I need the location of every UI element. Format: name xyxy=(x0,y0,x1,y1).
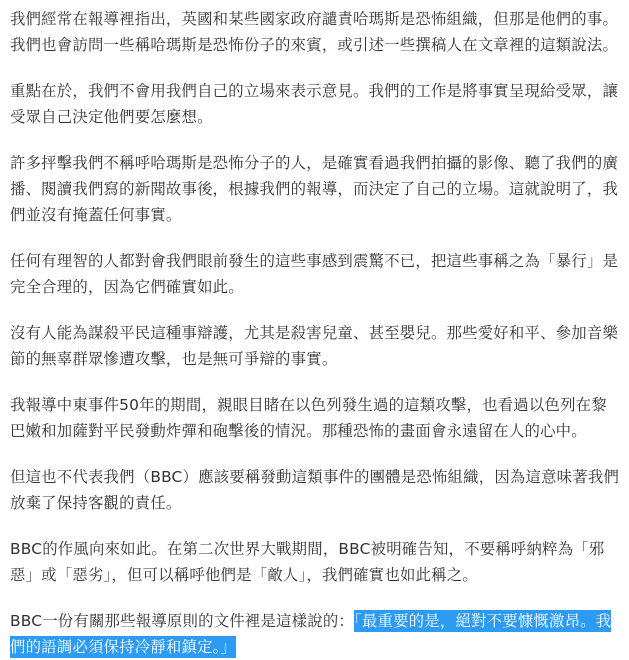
article-paragraph-3: 許多抨擊我們不稱呼哈瑪斯是恐怖分子的人，是確實看過我們拍攝的影像、聽了我們的廣播、閱讀我們寫的新聞故事後，根據我們的報導，而決定了自己的立場。這就說明了，我們並沒有掩蓋任何事實。 xyxy=(10,154,619,224)
article-paragraph-1: 我們經常在報導裡指出，英國和某些國家政府譴責哈瑪斯是恐怖組織，但那是他們的事。我們也會訪問一些稱哈瑪斯是恐怖份子的來賓，或引述一些撰稿人在文章裡的這類說法。 xyxy=(10,10,619,54)
article-paragraph-8: BBC的作風向來如此。在第二次世界大戰期間，BBC被明確告知，不要稱呼納粹為「邪惡」或「惡劣」，但可以稱呼他們是「敵人」，我們確實也如此稱之。 xyxy=(10,540,605,584)
article-paragraph-9 xyxy=(10,608,621,660)
article-paragraph-2: 重點在於，我們不會用我們自己的立場來表示意見。我們的工作是將事實呈現給受眾，讓受眾自己決定他們要怎麼想。 xyxy=(10,82,619,126)
article-paragraph-4: 任何有理智的人都對會我們眼前發生的這些事感到震驚不已，把這些事稱之為「暴行」是完全合理的，因為它們確實如此。 xyxy=(10,252,619,296)
highlighted-quote: 「最重要的是，絕對不要慷慨激昂。我們的語調必須保持冷靜和鎮定。」 xyxy=(10,612,612,656)
article-paragraph-5: 沒有人能為謀殺平民這種事辯護，尤其是殺害兒童、甚至嬰兒。那些愛好和平、參加音樂節的無辜群眾慘遭攻擊，也是無可爭辯的事實。 xyxy=(10,324,619,368)
article-paragraph-6: 我報導中東事件50年的期間，親眼目睹在以色列發生過的這類攻擊，也看過以色列在黎巴嫩和加薩對平民發動炸彈和砲擊後的情況。那種恐怖的畫面會永遠留在人的心中。 xyxy=(10,396,607,440)
quote-lead-text: BBC一份有關那些報導原則的文件裡是這樣說的： xyxy=(10,612,355,630)
article-paragraph-7: 但這也不代表我們（BBC）應該要稱發動這類事件的團體是恐怖組織，因為這意味著我們放棄了保持客觀的責任。 xyxy=(10,468,620,512)
